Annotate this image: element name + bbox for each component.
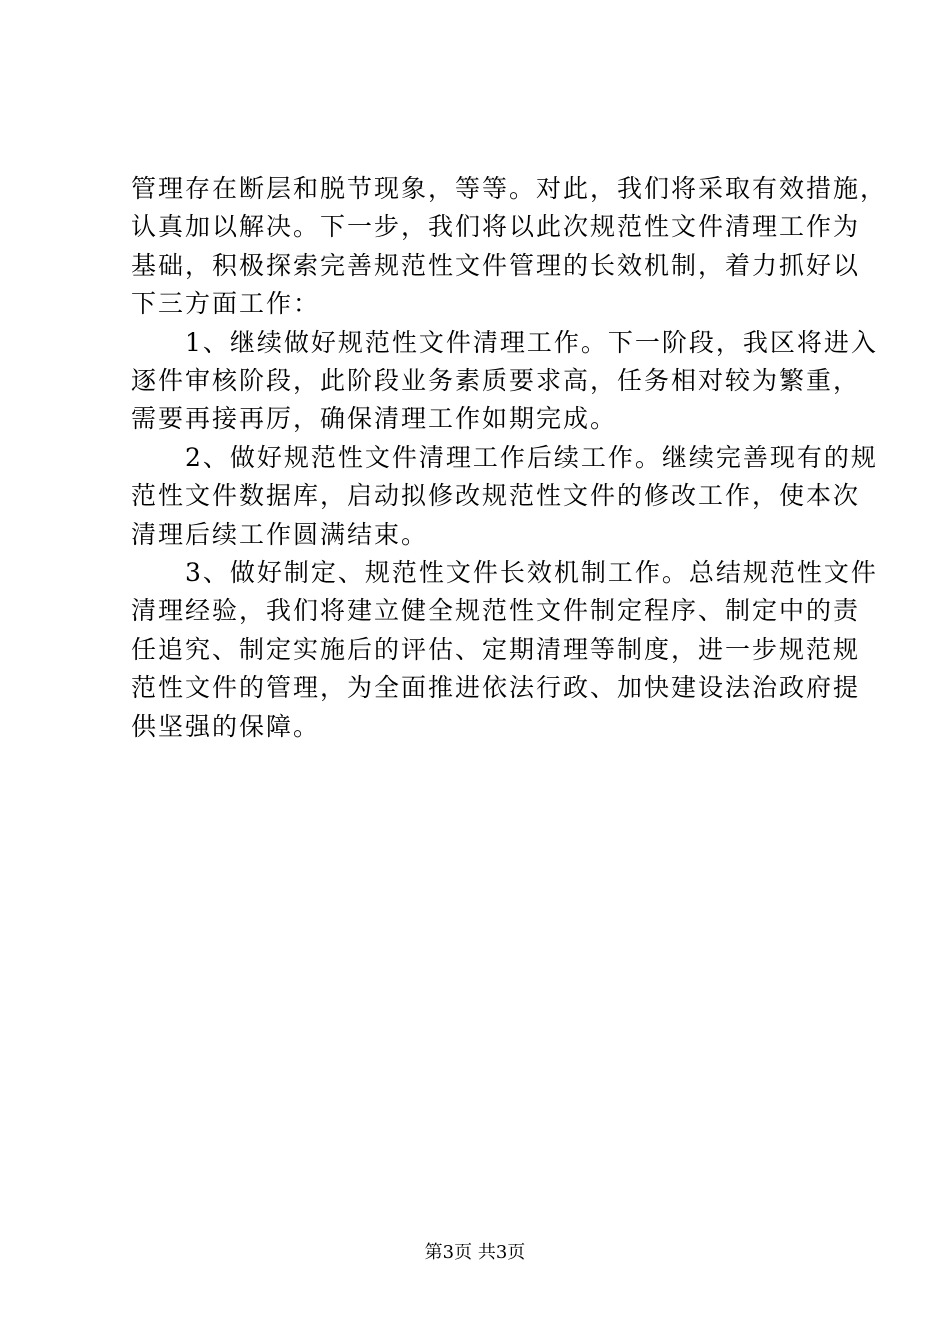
body-line: 3、做好制定、规范性文件长效机制工作。总结规范性文件 xyxy=(131,558,878,588)
body-line: 1、继续做好规范性文件清理工作。下一阶段，我区将进入 xyxy=(131,327,878,357)
body-line: 范性文件的管理，为全面推进依法行政、加快建设法治政府提 xyxy=(131,673,861,703)
body-line: 下三方面工作： xyxy=(131,289,321,319)
page-footer xyxy=(0,1241,950,1265)
body-line: 供坚强的保障。 xyxy=(131,711,321,741)
page-number: 第3页 共3页 xyxy=(424,1242,526,1263)
body-line: 基础，积极探索完善规范性文件管理的长效机制，着力抓好以 xyxy=(131,250,861,280)
body-line: 管理存在断层和脱节现象，等等。对此，我们将采取有效措施， xyxy=(131,174,888,203)
body-line: 2、做好规范性文件清理工作后续工作。继续完善现有的规 xyxy=(131,442,878,472)
document-body xyxy=(131,170,888,746)
body-line: 逐件审核阶段，此阶段业务素质要求高，任务相对较为繁重， xyxy=(131,366,861,396)
body-line: 需要再接再厉，确保清理工作如期完成。 xyxy=(131,404,618,434)
body-line: 清理后续工作圆满结束。 xyxy=(131,519,429,549)
body-line: 认真加以解决。下一步，我们将以此次规范性文件清理工作为 xyxy=(131,212,861,242)
body-line: 范性文件数据库，启动拟修改规范性文件的修改工作，使本次 xyxy=(131,481,861,511)
body-line: 任追究、制定实施后的评估、定期清理等制度，进一步规范规 xyxy=(131,634,861,664)
body-line: 清理经验，我们将建立健全规范性文件制定程序、制定中的责 xyxy=(131,596,861,626)
